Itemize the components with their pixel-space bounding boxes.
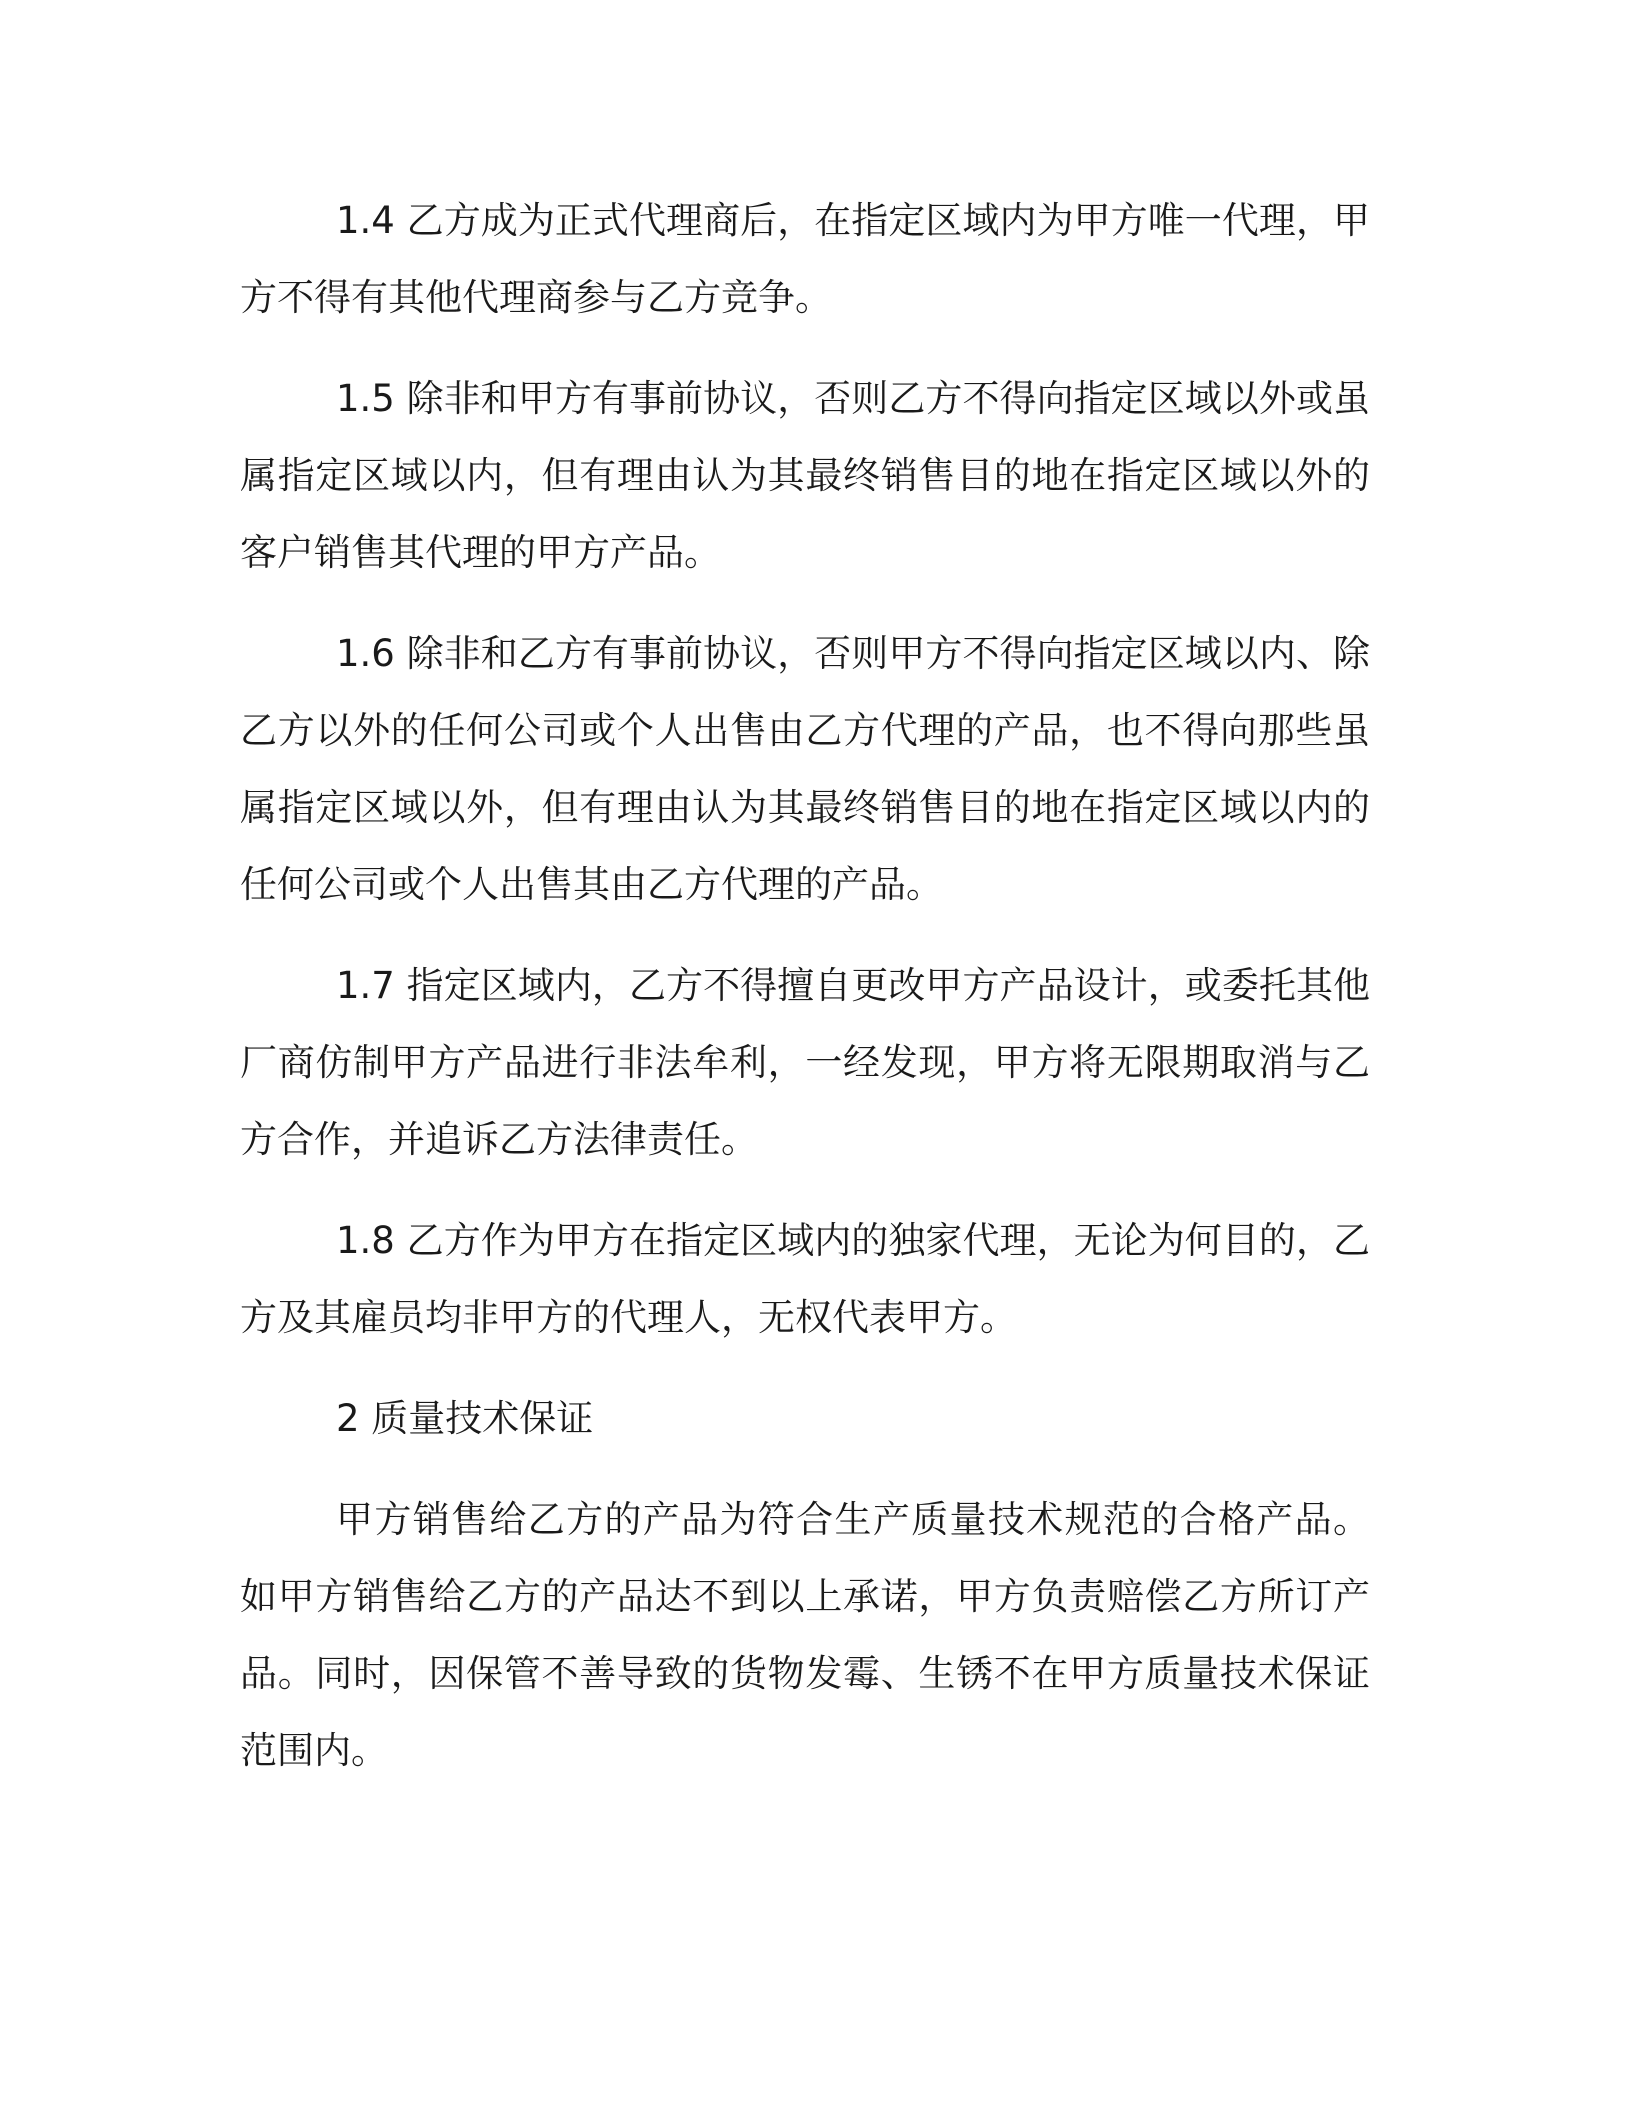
clause-1-7: 1.7 指定区域内，乙方不得擅自更改甲方产品设计，或委托其他厂商仿制甲方产品进行非法牟利，一经发现，甲方将无限期取消与乙方合作，并追诉乙方法律责任。 bbox=[240, 964, 1370, 1161]
clause-1-4: 1.4 乙方成为正式代理商后，在指定区域内为甲方唯一代理，甲方不得有其他代理商参与乙方竞争。 bbox=[240, 199, 1370, 319]
clause-1-6: 1.6 除非和乙方有事前协议，否则甲方不得向指定区域以内、除乙方以外的任何公司或个人出售由乙方代理的产品，也不得向那些虽属指定区域以外，但有理由认为其最终销售目的地在指定区域以内的任何公司或个人出售其由乙方代理的产品。 bbox=[240, 632, 1370, 906]
clause-1-8: 1.8 乙方作为甲方在指定区域内的独家代理，无论为何目的，乙方及其雇员均非甲方的代理人，无权代表甲方。 bbox=[240, 1219, 1370, 1339]
clause-1-5: 1.5 除非和甲方有事前协议，否则乙方不得向指定区域以外或虽属指定区域以内，但有理由认为其最终销售目的地在指定区域以外的客户销售其代理的甲方产品。 bbox=[240, 377, 1370, 574]
section-heading: 2 质量技术保证 bbox=[336, 1397, 594, 1440]
document-body bbox=[240, 182, 1370, 1813]
section-body: 甲方销售给乙方的产品为符合生产质量技术规范的合格产品。如甲方销售给乙方的产品达不到以上承诺，甲方负责赔偿乙方所订产品。同时，因保管不善导致的货物发霉、生锈不在甲方质量技术保证范围内。 bbox=[240, 1498, 1370, 1772]
